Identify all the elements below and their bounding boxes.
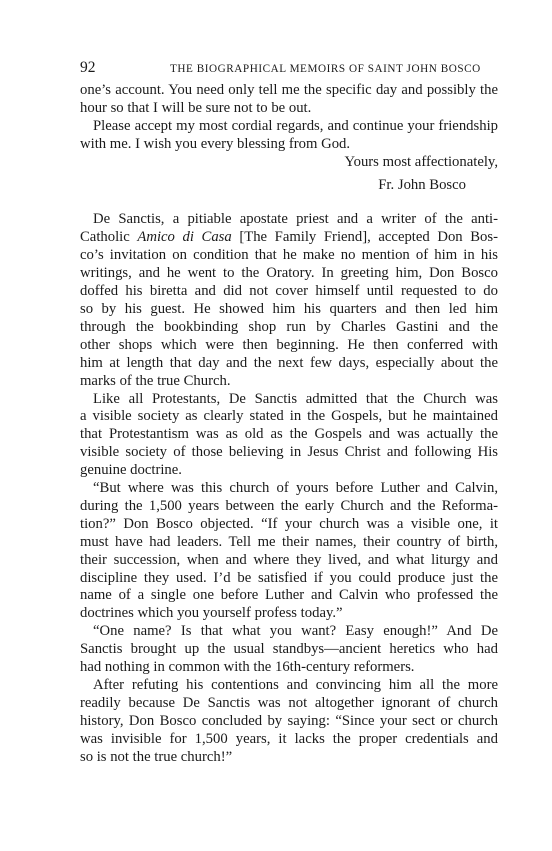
text-line: marks of the true Church.: [80, 372, 231, 389]
text-line: had nothing in common with the 16th-century reformers.: [80, 659, 415, 676]
text-line: discipline they used. I’d be satisfied if you could produce just the: [80, 569, 498, 586]
text-line: a visible society as clearly stated in the Gospels, but he maintained: [80, 408, 498, 425]
text-line: their succession, when and where they lived, and what liturgy and: [80, 551, 498, 568]
text-line: tion?” Don Bosco objected. “If your church was a visible one, it: [80, 515, 498, 532]
text-line: writings, and he went to the Oratory. In greeting him, Don Bosco: [80, 265, 498, 282]
text-line: genuine doctrine.: [80, 462, 182, 479]
text-line: “One name? Is that what you want? Easy enough!” And De: [93, 623, 498, 640]
text-line: De Sanctis, a pitiable apostate priest and a writer of the anti-: [93, 211, 498, 228]
narrative-paragraph: [80, 480, 498, 623]
text-line: was invisible for 1,500 years, it lacks the proper credentials and: [80, 730, 498, 747]
text-line: Like all Protestants, De Sanctis admitted that the Church was: [93, 390, 498, 407]
page-header: [80, 58, 498, 78]
text-line: him at length that day and the next few days, especially about the: [80, 354, 498, 371]
text-line: After refuting his contentions and convincing him all the more: [93, 677, 498, 693]
narrative-paragraph: [80, 391, 498, 481]
letter-closing: Yours most affectionately,: [344, 153, 498, 170]
text-line: history, Don Bosco concluded by saying: “Since your sect or church: [80, 712, 498, 729]
text-line: “But where was this church of yours before Luther and Calvin,: [93, 480, 498, 497]
narrative-paragraph: [80, 211, 498, 390]
text-line: doffed his biretta and did not cover himself until requested to do: [80, 283, 498, 300]
text-line: that Protestantism was as old as the Gospels and was actually the: [80, 426, 498, 443]
text-line: other shops which were then beginning. He then conferred with: [80, 336, 498, 353]
text-line: name of a single one before Luther and Calvin who professed the: [80, 587, 498, 604]
letter-signature: Fr. John Bosco: [378, 176, 466, 193]
text-line: co’s invitation on condition that he make no mention of him in his: [80, 247, 498, 264]
narrative-paragraph: [80, 623, 498, 677]
text-line: doctrines which you yourself profess today.”: [80, 605, 343, 622]
newspaper-title: Amico di Casa: [137, 229, 232, 246]
text-line: visible society of those believing in Jesus Christ and following His: [80, 444, 498, 461]
text-line: Please accept my most cordial regards, and continue your friendship: [93, 117, 498, 134]
narrative-paragraph: [80, 677, 498, 767]
letter-paragraph: [80, 82, 498, 118]
text-line: with me. I wish you every blessing from God.: [80, 135, 351, 152]
text-line: Sanctis brought up the usual standbys—ancient heretics who had: [80, 641, 498, 658]
text-line: so by his guest. He showed him his quarters and then led him: [80, 300, 498, 317]
text-line: hour so that I will be sure not to be out.: [80, 99, 312, 116]
text-line: must have had leaders. Tell me their names, their country of birth,: [80, 533, 498, 550]
text-fragment: [The Family Friend], accepted Don Bos-: [231, 229, 498, 246]
text-line: [80, 229, 498, 247]
page-number: 92: [80, 59, 96, 76]
text-line: through the bookbinding shop run by Charles Gastini and the: [80, 318, 498, 335]
letter-paragraph: [80, 118, 498, 154]
running-head: THE BIOGRAPHICAL MEMOIRS OF SAINT JOHN BOSCO: [170, 63, 481, 75]
text-line: during the 1,500 years between the early Church and the Reforma-: [80, 497, 498, 514]
text-line: one’s account. You need only tell me the specific day and possibly the: [80, 82, 498, 98]
page-body: [80, 82, 498, 767]
text-line: so is not the true church!”: [80, 748, 233, 765]
text-line: readily because De Sanctis was not altogether ignorant of church: [80, 694, 498, 711]
section-gap: [80, 194, 498, 211]
text-fragment: Catholic: [80, 229, 138, 246]
